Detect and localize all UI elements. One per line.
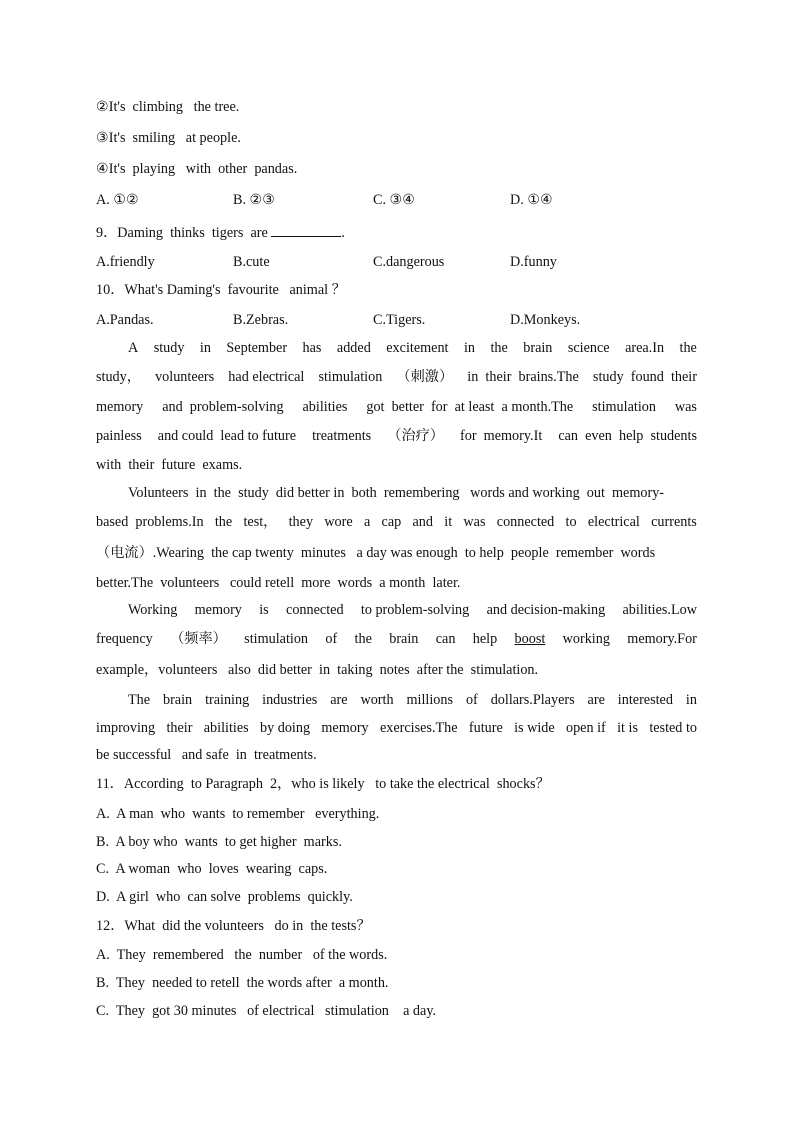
passage-word: abilities xyxy=(302,399,348,415)
passage-word: to problem-solving xyxy=(360,602,470,618)
passage-word: by doing xyxy=(259,720,311,736)
passage-word: Working xyxy=(128,602,178,618)
passage-word: volunteers xyxy=(155,369,215,385)
q8-choice-a: A. ①② xyxy=(96,192,139,208)
passage-word: of xyxy=(465,692,478,708)
q9-choice-a: A.friendly xyxy=(96,254,155,270)
passage-p4-line-3 xyxy=(96,746,697,764)
passage-word: for memory.It xyxy=(460,428,543,444)
q12-choice-c: C. They got 30 minutes of electrical stimulation a day. xyxy=(96,1003,437,1019)
passage-word: is wide xyxy=(514,720,555,736)
passage-word: stimulation xyxy=(318,369,383,385)
q8-choices xyxy=(96,191,696,209)
passage-word: treatments xyxy=(312,428,372,444)
passage-word: brain xyxy=(162,692,193,708)
passage-word: of xyxy=(325,631,338,647)
passage-word: and xyxy=(412,514,433,530)
passage-word: help xyxy=(472,631,498,647)
passage-word: it xyxy=(444,514,453,530)
passage-word: the xyxy=(679,340,697,356)
passage-word: tested to xyxy=(649,720,697,736)
q10-choice-d: D.Monkeys. xyxy=(510,312,581,328)
passage-word: the xyxy=(214,514,233,530)
q9-choice-c: C.dangerous xyxy=(373,254,445,270)
passage-word: in xyxy=(463,340,475,356)
passage-word: improving xyxy=(96,720,156,736)
answer-blank xyxy=(271,223,341,237)
q11-choice-c: C. A woman who loves wearing caps. xyxy=(96,861,328,877)
passage-word: is xyxy=(259,602,269,618)
passage-word: worth xyxy=(360,692,394,708)
q11-stem: 11．According to Paragraph 2，who is likely to take the electrical shocks？ xyxy=(96,776,550,792)
q10-stem: 10．What's Daming's favourite animal ？ xyxy=(96,282,346,298)
passage-p3-line-3 xyxy=(96,661,697,679)
passage-word: test， xyxy=(243,514,278,530)
passage-word: in xyxy=(685,692,697,708)
passage-word: electrical xyxy=(587,514,640,530)
passage-word: added xyxy=(336,340,371,356)
passage-word: area.In xyxy=(625,340,665,356)
passage-word: the xyxy=(354,631,372,647)
passage-p1-line-2 xyxy=(96,368,697,386)
passage-word: had electrical xyxy=(228,369,305,385)
passage-p1-line-1 xyxy=(128,339,697,357)
q9-stem-end: . xyxy=(341,225,345,241)
passage-word: study， xyxy=(96,369,141,385)
passage-word: better.The volunteers could retell more words a month later. xyxy=(96,575,461,591)
q9-choices xyxy=(96,253,696,271)
passage-word: brain xyxy=(389,631,419,647)
passage-word: brain xyxy=(523,340,553,356)
q9-stem-text: 9．Daming thinks tigers are xyxy=(96,225,272,241)
passage-word: based problems.In xyxy=(96,514,204,530)
passage-word: connected xyxy=(286,602,344,618)
q8-choice-c: C. ③④ xyxy=(373,192,415,208)
passage-word: （治疗） xyxy=(387,428,444,444)
passage-p4-line-1 xyxy=(128,691,697,709)
option-4: ④It's playing with other pandas. xyxy=(96,161,298,177)
passage-word: can even help students xyxy=(558,428,697,444)
q11-choice-a: A. A man who wants to remember everything. xyxy=(96,806,380,822)
passage-word: science xyxy=(567,340,610,356)
passage-p2-line-1 xyxy=(128,484,697,502)
passage-word: study xyxy=(153,340,185,356)
q10-choice-a: A.Pandas. xyxy=(96,312,154,328)
passage-word: memory xyxy=(194,602,242,618)
passage-p3-line-2 xyxy=(96,630,697,648)
passage-p1-line-3 xyxy=(96,398,697,416)
passage-word: A xyxy=(128,340,139,356)
passage-word: millions xyxy=(406,692,454,708)
passage-word: working xyxy=(562,631,610,647)
passage-word: connected xyxy=(496,514,555,530)
passage-word: frequency xyxy=(96,631,153,647)
passage-word: with their future exams. xyxy=(96,457,243,473)
passage-word: excitement xyxy=(386,340,449,356)
passage-word: in xyxy=(199,340,211,356)
passage-word: （频率） xyxy=(170,631,227,647)
passage-word: can xyxy=(435,631,456,647)
passage-word: exercises.The xyxy=(379,720,458,736)
q10-choice-c: C.Tigers. xyxy=(373,312,426,328)
passage-word: Volunteers in the study did better in both remembering words and working out memory- xyxy=(128,485,665,501)
q9-choice-d: D.funny xyxy=(510,254,557,270)
passage-word: their xyxy=(166,720,193,736)
passage-p2-line-2 xyxy=(96,513,697,531)
passage-word: they xyxy=(288,514,314,530)
passage-word: cap xyxy=(381,514,402,530)
passage-word: it is xyxy=(617,720,638,736)
passage-word: boost xyxy=(514,631,546,647)
passage-word: has xyxy=(302,340,322,356)
q8-choice-b: B. ②③ xyxy=(233,192,275,208)
passage-word: example，volunteers also did better in taking notes after the stimulation. xyxy=(96,662,539,678)
q9-stem xyxy=(96,223,345,242)
passage-word: in their brains.The xyxy=(467,369,579,385)
passage-word: September xyxy=(226,340,288,356)
passage-word: future xyxy=(468,720,503,736)
passage-word: a xyxy=(363,514,371,530)
passage-word: （电流）.Wearing the cap twenty minutes a day was enough to help people remember words xyxy=(96,545,656,561)
passage-p2-line-4 xyxy=(96,574,697,592)
passage-word: memory.For xyxy=(627,631,697,647)
q11-choice-d: D. A girl who can solve problems quickly. xyxy=(96,889,353,905)
q8-choice-d: D. ①④ xyxy=(510,192,553,208)
passage-word: abilities xyxy=(203,720,249,736)
passage-word: and could lead to future xyxy=(157,428,297,444)
passage-word: painless xyxy=(96,428,142,444)
q10-choices xyxy=(96,311,696,329)
passage-word: to xyxy=(565,514,577,530)
q11-choice-b: B. A boy who wants to get higher marks. xyxy=(96,834,342,850)
option-2: ②It's climbing the tree. xyxy=(96,99,240,115)
passage-word: memory xyxy=(321,720,369,736)
passage-word: and decision-making xyxy=(486,602,606,618)
passage-word: （刺激） xyxy=(396,369,454,385)
passage-word: currents xyxy=(651,514,697,530)
passage-word: the xyxy=(490,340,508,356)
passage-word: was xyxy=(463,514,486,530)
passage-word: stimulation xyxy=(244,631,309,647)
passage-word: The xyxy=(128,692,151,708)
q12-stem: 12．What did the volunteers do in the tests？ xyxy=(96,918,371,934)
passage-word: training xyxy=(205,692,250,708)
passage-word: was xyxy=(674,399,697,415)
passage-word: stimulation xyxy=(592,399,656,415)
passage-word: industries xyxy=(262,692,318,708)
passage-word: are xyxy=(330,692,348,708)
passage-word: are xyxy=(587,692,605,708)
passage-word: abilities.Low xyxy=(622,602,697,618)
passage-word: dollars.Players xyxy=(490,692,575,708)
q10-choice-b: B.Zebras. xyxy=(233,312,289,328)
passage-word: be successful and safe in treatments. xyxy=(96,747,317,763)
passage-p2-line-3 xyxy=(96,544,697,562)
passage-p3-line-1 xyxy=(128,601,697,619)
passage-word: memory xyxy=(96,399,144,415)
passage-word: open if xyxy=(565,720,606,736)
passage-word: got better for at least a month.The xyxy=(366,399,574,415)
q12-choice-a: A. They remembered the number of the words. xyxy=(96,947,388,963)
passage-p1-line-5 xyxy=(96,456,697,474)
passage-p4-line-2 xyxy=(96,719,697,737)
q12-choice-b: B. They needed to retell the words after a month. xyxy=(96,975,389,991)
passage-p1-line-4 xyxy=(96,427,697,445)
passage-word: wore xyxy=(324,514,353,530)
passage-word: and problem-solving xyxy=(162,399,284,415)
q9-choice-b: B.cute xyxy=(233,254,270,270)
passage-word: study found their xyxy=(592,369,697,385)
passage-word: interested xyxy=(617,692,673,708)
option-3: ③It's smiling at people. xyxy=(96,130,241,146)
